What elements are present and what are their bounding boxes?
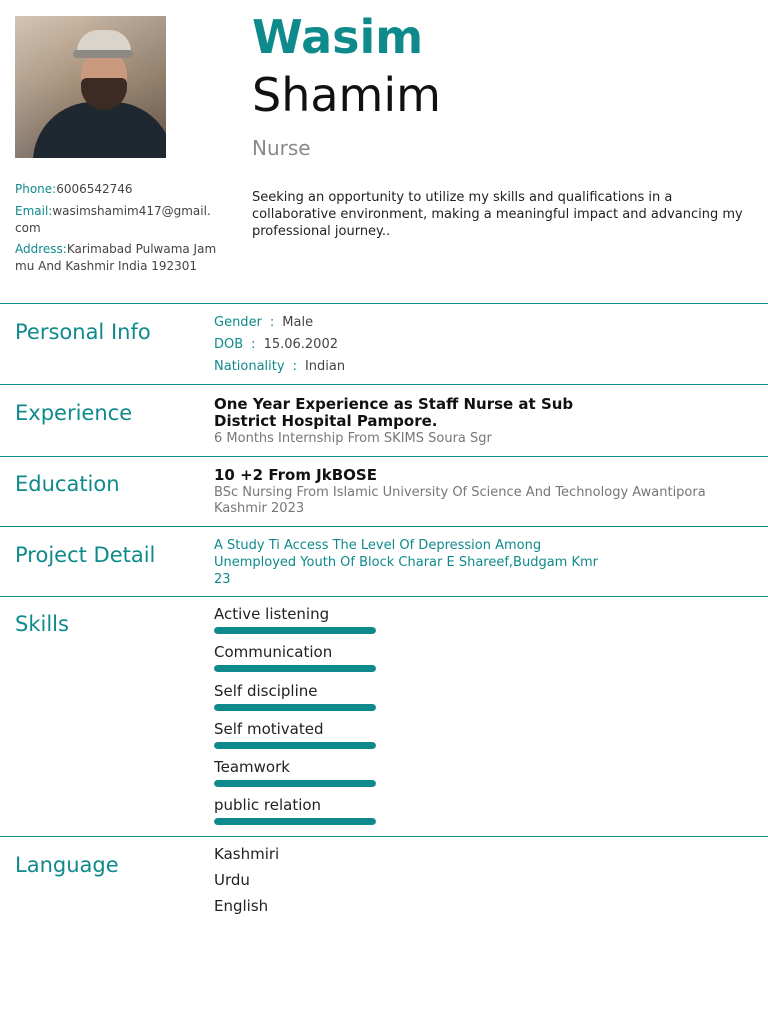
skill-bar (214, 742, 376, 749)
skill-item (214, 796, 376, 825)
skill-item (214, 605, 376, 634)
personal-info-title: Personal Info (15, 320, 151, 344)
phone-label: Phone: (15, 182, 57, 196)
education-title: Education (15, 472, 120, 496)
email-label: Email: (15, 204, 53, 218)
section-divider (0, 596, 768, 597)
skill-bar-fill (214, 704, 376, 711)
language-item: Kashmiri (214, 845, 280, 863)
job-title: Nurse (252, 136, 311, 160)
skill-bar (214, 665, 376, 672)
address-value: Karimabad Pulwama Jammu And Kashmir India 192301 (15, 242, 217, 273)
profile-summary: Seeking an opportunity to utilize my skills and qualifications in a collaborative environment, making a meaningful impact and advancing my professional journey.. (252, 190, 743, 239)
skill-item (214, 682, 376, 711)
language-item: English (214, 897, 269, 915)
skill-bar-fill (214, 627, 376, 634)
education-main: 10 +2 From JkBOSE (214, 466, 377, 484)
project-title: Project Detail (15, 543, 156, 567)
gender-value: Male (282, 315, 314, 330)
gender-label: Gender (214, 315, 262, 330)
skill-name: Active listening (214, 605, 330, 623)
education-sub: BSc Nursing From Islamic University Of Science And Technology Awantipora Kashmir 2023 (214, 485, 706, 516)
dob-label: DOB (214, 337, 244, 352)
experience-sub: 6 Months Internship From SKIMS Soura Sgr (214, 431, 492, 446)
skill-name: public relation (214, 796, 322, 814)
skill-bar (214, 704, 376, 711)
contact-address (15, 241, 217, 275)
skill-bar (214, 818, 376, 825)
nationality-separator: : (292, 359, 297, 374)
info-row-nationality (214, 359, 345, 374)
skill-name: Communication (214, 643, 333, 661)
section-divider (0, 303, 768, 304)
last-name: Shamim (252, 68, 441, 122)
email-value: wasimshamim417@gmail.com (15, 204, 211, 235)
gender-separator: : (269, 315, 275, 330)
dob-separator: : (251, 337, 256, 352)
section-divider (0, 836, 768, 837)
experience-title: Experience (15, 401, 133, 425)
skill-item (214, 758, 376, 787)
skill-name: Self motivated (214, 720, 324, 738)
skill-bar (214, 627, 376, 634)
skill-item (214, 720, 376, 749)
section-divider (0, 384, 768, 385)
section-divider (0, 526, 768, 527)
skill-name: Teamwork (214, 758, 290, 776)
skill-item (214, 643, 376, 672)
nationality-value: Indian (304, 359, 346, 374)
contact-email (15, 203, 217, 237)
skill-bar-fill (214, 780, 376, 787)
project-text: A Study Ti Access The Level Of Depression Among Unemployed Youth Of Block Charar E Shareef,Budgam Kmr 23 (214, 538, 599, 587)
skill-bar-fill (214, 818, 376, 825)
nationality-label: Nationality (214, 359, 285, 374)
skill-bar (214, 780, 376, 787)
language-item: Urdu (214, 871, 250, 889)
section-divider (0, 456, 768, 457)
first-name: Wasim (252, 10, 424, 64)
contact-phone (15, 181, 217, 198)
profile-photo (15, 16, 166, 158)
info-row-dob (214, 337, 338, 352)
dob-value: 15.06.2002 (263, 337, 338, 352)
skill-bar-fill (214, 665, 376, 672)
skill-bar-fill (214, 742, 376, 749)
experience-main: One Year Experience as Staff Nurse at Sub District Hospital Pampore. (214, 395, 574, 430)
info-row-gender (214, 315, 313, 330)
skills-title: Skills (15, 612, 69, 636)
skill-name: Self discipline (214, 682, 318, 700)
address-label: Address: (15, 242, 67, 256)
phone-value: 6006542746 (56, 182, 133, 196)
language-title: Language (15, 853, 119, 877)
